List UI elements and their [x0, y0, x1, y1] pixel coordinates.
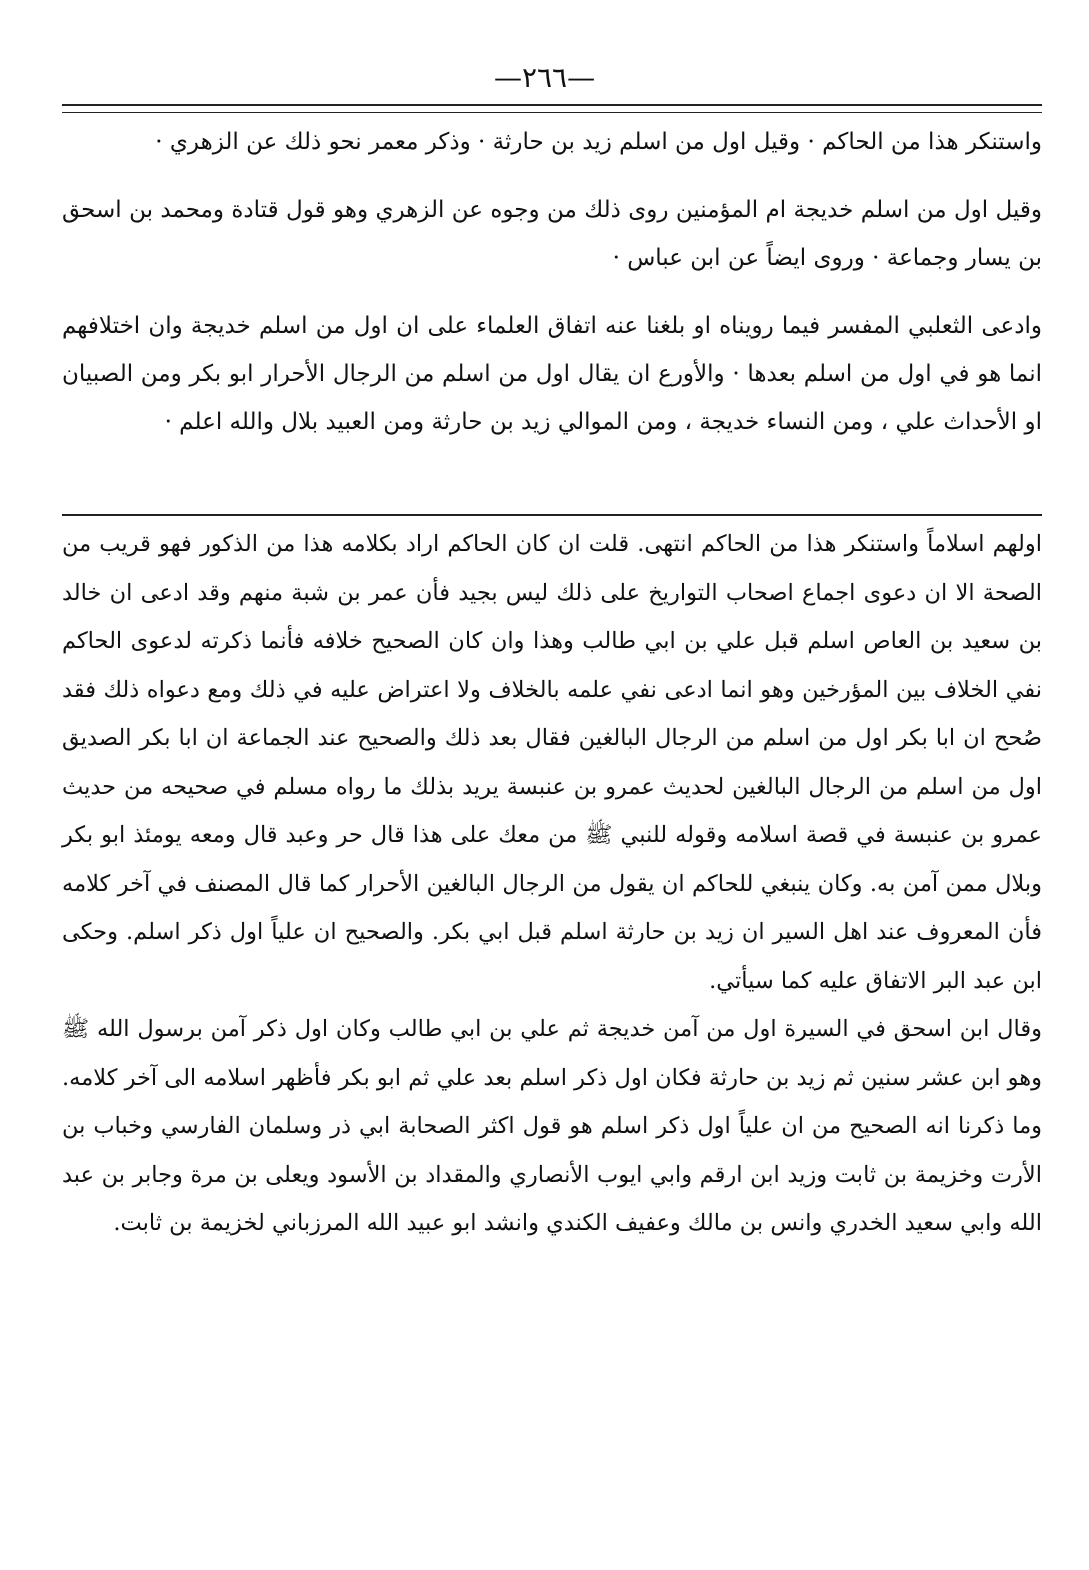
main-paragraph-2: وقيل اول من اسلم خديجة ام المؤمنين روى ذلك من وجوه عن الزهري وهو قول قتادة ومحمد بن اسحق بن يسار وجماعة · وروى ايضاً عن ابن عباس ·	[62, 197, 1042, 271]
main-paragraph-1: واستنكر هذا من الحاكم · وقيل اول من اسلم زيد بن حارثة · وذكر معمر نحو ذلك عن الزهري ·	[155, 129, 1042, 155]
page-number: —٢٦٦—	[493, 61, 596, 94]
main-text	[62, 118, 1042, 446]
main-paragraph-3: وادعى الثعلبي المفسر فيما رويناه او بلغنا عنه اتفاق العلماء على ان اول من اسلم خديجة وان اختلافهم انما هو في اول من اسلم بعدها · والأورع ان يقال اول من اسلم من الرجال الأحرار ابو بكر ومن الصبيان او الأحداث علي ، ومن النساء خديجة ، ومن الموالي زيد بن حارثة ومن العبيد بلال والله اعلم ·	[62, 313, 1042, 435]
commentary-separator-rule	[62, 514, 1042, 516]
header-double-rule	[62, 104, 1042, 113]
commentary-paragraph-1: اولهم اسلاماً واستنكر هذا من الحاكم انتهى. قلت ان كان الحاكم اراد بكلامه هذا من الذكور فهو قريب من الصحة الا ان دعوى اجماع اصحاب التواريخ على ذلك ليس بجيد فأن عمر بن شبة منهم وقد ادعى ان خالد بن سعيد بن العاص اسلم قبل علي بن ابي طالب وهذا وان كان الصحيح خلافه فأنما ذكرته لدعوى الحاكم نفي الخلاف بين المؤرخين وهو انما ادعى نفي علمه بالخلاف ولا اعتراض عليه في ذلك ومع دعواه ذلك فقد صُحح ان ابا بكر اول من اسلم من الرجال البالغين فقال بعد ذلك والصحيح عند الجماعة ان ابا بكر الصديق اول من اسلم من الرجال البالغين لحديث عمرو بن عنبسة يريد بذلك ما رواه مسلم في صحيحه من حديث عمرو بن عنبسة في قصة اسلامه وقوله للنبي ﷺ من معك على هذا قال حر وعبد قال ومعه يومئذ ابو بكر وبلال ممن آمن به. وكان ينبغي للحاكم ان يقول من الرجال البالغين الأحرار كما قال المصنف في آخر كلامه فأن المعروف عند اهل السير ان زيد بن حارثة اسلم قبل ابي بكر. والصحيح ان علياً اول ذكر اسلم. وحكى ابن عبد البر الاتفاق عليه كما سيأتي.	[62, 531, 1042, 994]
commentary-paragraph-2: وقال ابن اسحق في السيرة اول من آمن خديجة ثم علي بن ابي طالب وكان اول ذكر آمن برسول الله ﷺ وهو ابن عشر سنين ثم زيد بن حارثة فكان اول ذكر اسلم بعد علي ثم ابو بكر فأظهر اسلامه الى آخر كلامه. وما ذكرنا انه الصحيح من ان علياً اول ذكر اسلم هو قول اكثر الصحابة ابي ذر وسلمان الفارسي وخباب بن الأرت وخزيمة بن ثابت وزيد ابن ارقم وابي ايوب الأنصاري والمقداد بن الأسود ويعلى بن مرة وجابر بن عبد الله وابي سعيد الخدري وانس بن مالك وعفيف الكندي وانشد ابو عبيد الله المرزباني لخزيمة بن ثابت.	[62, 1016, 1042, 1236]
commentary-text	[62, 520, 1042, 1248]
